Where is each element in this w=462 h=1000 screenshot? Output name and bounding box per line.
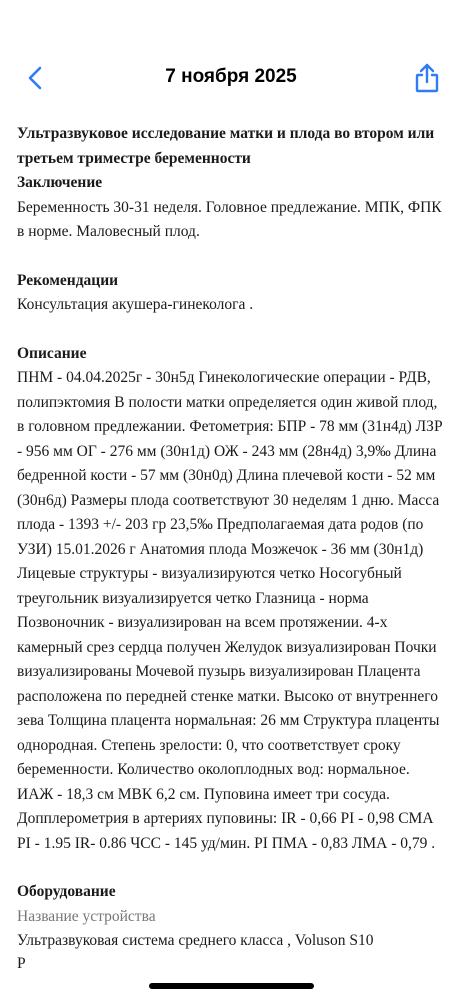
- home-indicator[interactable]: [149, 983, 314, 989]
- next-section-heading-cut: Р: [17, 955, 26, 972]
- report-title: Ультразвуковое исследование матки и плода во втором или третьем триместре беременности: [17, 125, 435, 167]
- share-button[interactable]: [412, 62, 442, 94]
- conclusion-text: Беременность 30-31 неделя. Головное предлежание. МПК, ФПК в норме. Маловесный плод.: [17, 198, 442, 240]
- equipment-heading: Оборудование: [17, 883, 116, 900]
- section-spacer: [17, 318, 447, 342]
- equipment-label: Название устройства: [17, 907, 156, 925]
- recommendations-heading: Рекомендации: [17, 271, 119, 289]
- conclusion-heading: Заключение: [17, 174, 103, 191]
- recommendations-text: Консультация акушера-гинеколога .: [17, 296, 254, 313]
- page-title: 7 ноября 2025: [165, 66, 297, 87]
- section-spacer: [17, 856, 447, 880]
- report-content: [17, 122, 447, 954]
- equipment-value: Ультразвуковая система среднего класса , Voluson S10: [17, 932, 374, 949]
- description-heading: Описание: [17, 344, 87, 362]
- section-spacer: [17, 245, 447, 269]
- description-text: ПНМ - 04.04.2025г - 30н5д Гинекологические операции - РДВ, полипэктомия В полости матки определяется один живой плод, в головном предлежании. Фетометрия: БПР - 78 мм (31н4д) ЛЗР - 956 мм ОГ - 276 мм (30н1д) ОЖ - 243 мм (28н4д) 3,9‰ Длина бедренной кости - 57 мм (30н0д) Длина плечевой кости - 52 мм (30н6д) Размеры плода соответствуют 30 неделям 1 дню. Масса плода - 1393 +/- 203 гр 23,5‰ Предполагаемая дата родов (по УЗИ) 15.01.2026 г Анатомия плода Мозжечок - 36 мм (30н1д) Лицевые структуры - визуализируются четко Носогубный треугольник визуализируется четко Глазница - норма Позвоночник - визуализирован на всем протяжении. 4-х камерный срез сердца получен Желудок визуализирован Почки визуализированы Мочевой пузырь визуализирован Плацента расположена по передней стенке матки. Высоко от внутреннего зева Толщина плацента нормальная: 26 мм Структура плаценты однородная. Степень зрелости: 0, что соответствует сроку беременности. Количество околоплодных вод: нормальное. ИАЖ - 18,3 см МВК 6,2 см. Пуповина имеет три сосуда. Допплерометрия в артериях пуповины: IR - 0,66 PI - 0,98 СМА PI - 1.95 IR- 0.86 ЧСС - 145 уд/мин. PI ПМА - 0,83 ЛМА - 0,79 .: [17, 369, 443, 852]
- nav-header: [0, 0, 462, 110]
- share-icon: [412, 62, 442, 94]
